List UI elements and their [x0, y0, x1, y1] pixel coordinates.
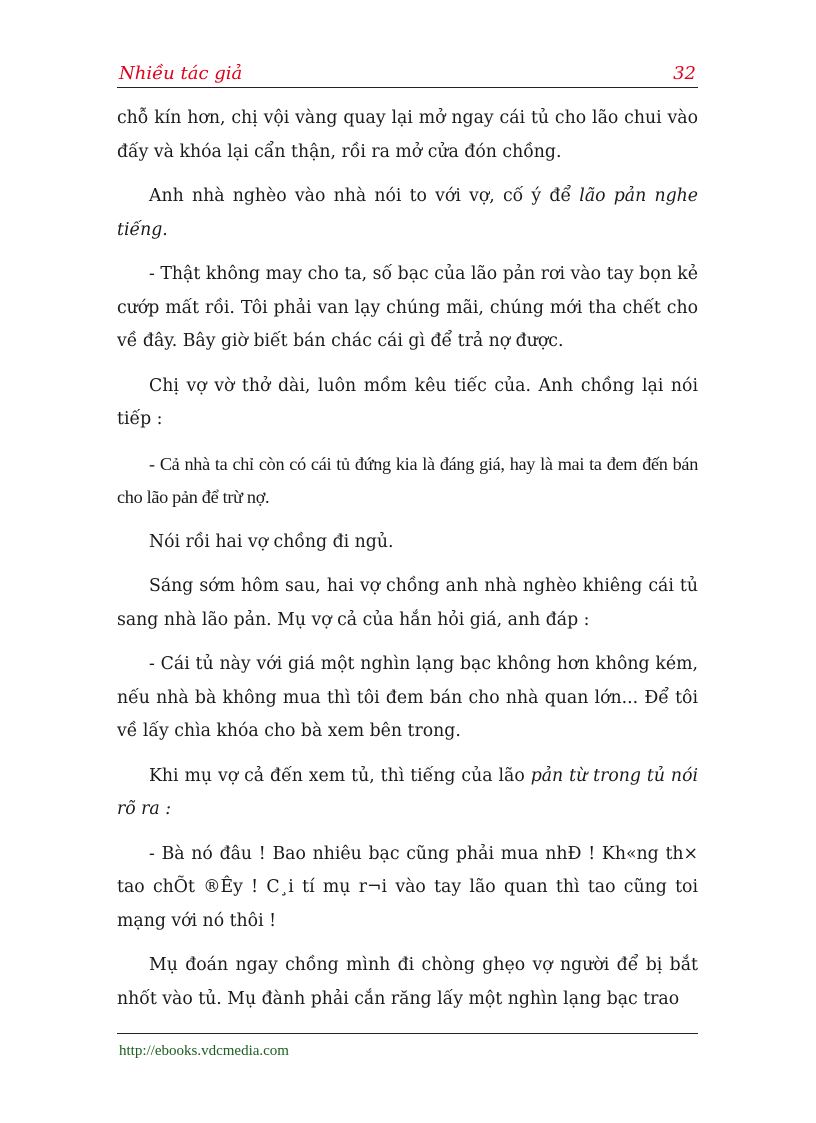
paragraph-11: Mụ đoán ngay chồng mình đi chòng ghẹo vợ người để bị bắt nhốt vào tủ. Mụ đành phải cắn răng lấy một nghìn lạng bạc trao	[117, 955, 698, 1009]
paragraph-9: Khi mụ vợ cả đến xem tủ, thì tiếng của lão pản từ trong tủ nói rõ ra :	[117, 765, 698, 819]
paragraph-8: - Cái tủ này với giá một nghìn lạng bạc không hơn không kém, nếu nhà bà không mua thì tôi đem bán cho nhà quan lớn... Để tôi về lấy chìa khóa cho bà xem bên trong.	[117, 654, 698, 741]
paragraph-7: Sáng sớm hôm sau, hai vợ chồng anh nhà nghèo khiêng cái tủ sang nhà lão pản. Mụ vợ cả của hắn hỏi giá, anh đáp :	[117, 576, 698, 630]
book-author-title: Nhiều tác giả	[119, 63, 243, 84]
italic-phrase: lão pản nghe tiếng.	[117, 186, 698, 240]
page-body	[117, 102, 698, 1027]
page-header	[117, 60, 698, 88]
paragraph-1: chỗ kín hơn, chị vội vàng quay lại mở ngay cái tủ cho lão chui vào đấy và khóa lại cẩn thận, rồi ra mở cửa đón chồng.	[117, 108, 698, 162]
paragraph-4: Chị vợ vờ thở dài, luôn mồm kêu tiếc của. Anh chồng lại nói tiếp :	[117, 375, 698, 429]
paragraph-10: - Bà nó đâu ! Bao nhiêu bạc cũng phải mua nhĐ ! Kh«ng th× tao chÕt ®Êy ! C¸i tí mụ r¬i vào tay lão quan thì tao cũng toi mạng với nó thôi !	[117, 843, 698, 931]
footer-url-link[interactable]: http://ebooks.vdcmedia.com	[119, 1043, 289, 1059]
paragraph-3: - Thật không may cho ta, số bạc của lão pản rơi vào tay bọn kẻ cướp mất rồi. Tôi phải van lạy chúng mãi, chúng mới tha chết cho về đây. Bây giờ biết bán chác cái gì để trả nợ được.	[117, 264, 698, 351]
paragraph-2: Anh nhà nghèo vào nhà nói to với vợ, cố ý để lão pản nghe tiếng.	[117, 186, 698, 240]
italic-phrase: pản từ trong tủ nói rõ ra :	[117, 765, 698, 819]
page-number: 32	[673, 63, 696, 84]
footer-divider	[117, 1033, 698, 1034]
paragraph-6: Nói rồi hai vợ chồng đi ngủ.	[149, 531, 394, 552]
paragraph-5: - Cả nhà ta chỉ còn có cái tủ đứng kia là đáng giá, hay là mai ta đem đến bán cho lão pản để trừ nợ.	[117, 453, 698, 507]
